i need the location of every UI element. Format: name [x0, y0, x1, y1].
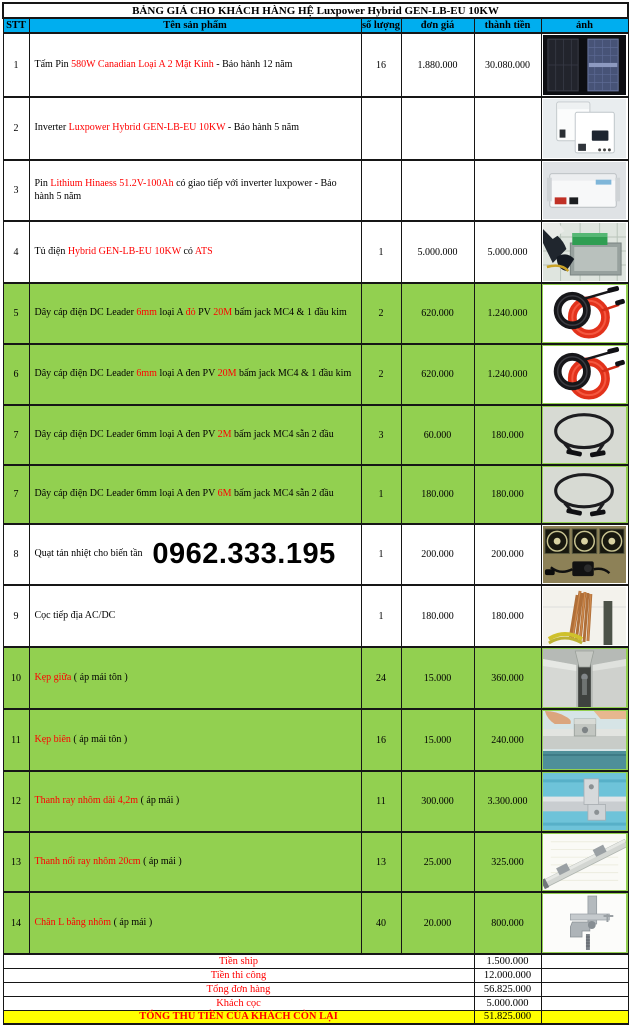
cables-red-black-photo	[541, 283, 628, 344]
unit-price-cell: 200.000	[401, 524, 474, 585]
product-name-highlight: Hybrid GEN-LB-EU 10KW	[67, 245, 181, 257]
product-name-text: Pin	[34, 178, 51, 189]
row-number: 3	[3, 160, 29, 221]
product-name	[35, 488, 334, 501]
product-name	[35, 548, 143, 561]
product-name	[35, 917, 153, 930]
total-cell: 200.000	[474, 524, 541, 585]
rail-splice-photo	[541, 832, 628, 892]
product-name-text: có giao tiếp với inverter luxpower - Bảo hành 5 năm	[34, 178, 337, 202]
product-name-highlight: đỏ	[185, 307, 196, 319]
quantity-cell	[361, 97, 401, 160]
product-name-cell	[29, 709, 361, 771]
cable-loop-image	[543, 407, 626, 463]
total-cell: 5.000.000	[474, 221, 541, 283]
solar-panels-image	[543, 35, 626, 95]
product-name-text: - Bảo hành 5 năm	[225, 122, 299, 134]
total-cell	[474, 160, 541, 221]
table-row	[3, 160, 628, 221]
product-name-text: ( áp mái tôn )	[70, 733, 128, 745]
product-name-highlight: Thanh ray nhôm dài 4,2m	[34, 795, 139, 807]
quantity-cell: 3	[361, 405, 401, 465]
unit-price-cell	[401, 160, 474, 221]
row-number: 11	[3, 709, 29, 771]
table-row	[3, 709, 628, 771]
table-row	[3, 524, 628, 585]
quantity-cell: 1	[361, 585, 401, 647]
battery-photo	[541, 160, 628, 221]
col-header-product-name: Tên sản phẩm	[29, 18, 361, 33]
product-name-highlight: ATS	[194, 245, 213, 257]
table-row	[3, 283, 628, 344]
summary-label: Tổng đơn hàng	[3, 982, 474, 996]
quantity-cell: 40	[361, 892, 401, 954]
total-cell: 180.000	[474, 465, 541, 524]
product-name	[35, 178, 356, 203]
product-name-highlight: 20M	[217, 368, 237, 380]
row-number: 4	[3, 221, 29, 283]
row-number: 7	[3, 465, 29, 524]
product-name-text: bấm jack MC4 sẵn 2 đầu	[231, 488, 334, 500]
total-cell: 325.000	[474, 832, 541, 892]
summary-row	[3, 982, 628, 996]
summary-label: Tiền ship	[3, 954, 474, 968]
product-name-highlight: Kẹp biên	[34, 733, 71, 745]
product-name-highlight: 6mm	[136, 307, 157, 319]
row-number: 13	[3, 832, 29, 892]
quantity-cell	[361, 160, 401, 221]
product-name-text: Inverter	[34, 122, 69, 134]
product-name	[35, 734, 128, 747]
product-name-cell	[29, 405, 361, 465]
quantity-cell: 1	[361, 524, 401, 585]
total-cell: 240.000	[474, 709, 541, 771]
row-number: 5	[3, 283, 29, 344]
total-cell: 180.000	[474, 405, 541, 465]
product-name	[35, 610, 116, 623]
price-table	[2, 2, 629, 1025]
product-name-cell	[29, 33, 361, 97]
product-name-cell	[29, 160, 361, 221]
product-name-text: ( áp mái )	[138, 795, 180, 807]
price-sheet	[2, 2, 627, 1025]
copper-rods-image	[543, 587, 626, 645]
unit-price-cell	[401, 97, 474, 160]
unit-price-cell: 300.000	[401, 771, 474, 832]
product-name	[35, 795, 180, 808]
unit-price-cell: 5.000.000	[401, 221, 474, 283]
product-name-text: Cọc tiếp địa AC/DC	[34, 609, 116, 621]
row-number: 9	[3, 585, 29, 647]
product-name-text: bấm jack MC4 & 1 đầu kim	[236, 368, 352, 380]
summary-empty-cell	[541, 982, 628, 996]
phone-number: 0962.333.195	[152, 538, 336, 571]
summary-label: TỔNG THU TIỀN CỦA KHÁCH CÒN LẠI	[3, 1010, 474, 1024]
summary-value: 56.825.000	[474, 982, 541, 996]
product-name	[35, 856, 182, 869]
grand-total-row	[3, 1010, 628, 1024]
unit-price-cell: 25.000	[401, 832, 474, 892]
quantity-cell: 11	[361, 771, 401, 832]
battery-image	[543, 162, 626, 219]
product-name-text: Tủ điện	[34, 245, 68, 257]
end-clamp-photo	[541, 709, 628, 771]
product-name-cell	[29, 832, 361, 892]
summary-value: 5.000.000	[474, 996, 541, 1010]
fans-image	[543, 526, 626, 583]
unit-price-cell: 1.880.000	[401, 33, 474, 97]
copper-rods-photo	[541, 585, 628, 647]
table-footer	[3, 954, 628, 1024]
row-number: 8	[3, 524, 29, 585]
total-cell: 360.000	[474, 647, 541, 709]
l-bracket-photo	[541, 892, 628, 954]
cables-red-black-image	[543, 346, 626, 403]
summary-label: Tiền thi công	[3, 968, 474, 982]
row-number: 1	[3, 33, 29, 97]
product-name-text: PV	[195, 307, 214, 319]
product-name-text: - Bảo hành 12 năm	[213, 58, 293, 70]
total-cell	[474, 97, 541, 160]
unit-price-cell: 15.000	[401, 709, 474, 771]
quantity-cell: 13	[361, 832, 401, 892]
product-name	[35, 307, 347, 320]
product-name-text: Dây cáp điện DC Leader 6mm loại A đen PV	[34, 428, 218, 440]
cable-loop-photo	[541, 465, 628, 524]
product-name-highlight: 580W Canadian Loại A 2 Mặt Kính	[71, 58, 214, 70]
total-cell: 30.080.000	[474, 33, 541, 97]
title-row	[3, 3, 628, 18]
product-name-text: ( áp mái tôn )	[71, 671, 128, 683]
table-row	[3, 892, 628, 954]
product-name-cell	[29, 524, 361, 585]
end-clamp-image	[543, 711, 626, 769]
summary-value: 51.825.000	[474, 1010, 541, 1024]
cabinet-image	[543, 223, 626, 281]
product-name	[35, 122, 299, 135]
product-name-cell	[29, 283, 361, 344]
product-name-highlight: 6M	[217, 488, 232, 500]
table-row	[3, 585, 628, 647]
table-row	[3, 405, 628, 465]
product-name-cell	[29, 97, 361, 160]
product-name-highlight: Kẹp giữa	[34, 671, 72, 683]
product-name	[35, 59, 293, 72]
col-header-unit-price: đơn giá	[401, 18, 474, 33]
product-name-highlight: Lithium Hinaess 51.2V-100Ah	[50, 178, 174, 189]
solar-panels-photo	[541, 33, 628, 97]
product-name-cell	[29, 647, 361, 709]
summary-empty-cell	[541, 996, 628, 1010]
cable-loop-image	[543, 467, 626, 522]
quantity-cell: 1	[361, 465, 401, 524]
quantity-cell: 16	[361, 709, 401, 771]
summary-value: 1.500.000	[474, 954, 541, 968]
product-name-cell	[29, 585, 361, 647]
inverters-photo	[541, 97, 628, 160]
product-name-highlight: Luxpower Hybrid GEN-LB-EU 10KW	[68, 122, 226, 134]
unit-price-cell: 620.000	[401, 344, 474, 405]
row-number: 14	[3, 892, 29, 954]
total-cell: 1.240.000	[474, 283, 541, 344]
cabinet-photo	[541, 221, 628, 283]
summary-row	[3, 996, 628, 1010]
total-cell: 800.000	[474, 892, 541, 954]
product-name	[35, 429, 334, 442]
row-number: 6	[3, 344, 29, 405]
summary-value: 12.000.000	[474, 968, 541, 982]
unit-price-cell: 180.000	[401, 465, 474, 524]
product-name-cell	[29, 892, 361, 954]
l-bracket-image	[543, 894, 626, 952]
unit-price-cell: 15.000	[401, 647, 474, 709]
table-body	[3, 33, 628, 954]
product-name-text: Tấm Pin	[34, 58, 72, 70]
product-name-highlight: 20M	[213, 307, 233, 319]
rail-image	[543, 773, 626, 830]
row-number: 2	[3, 97, 29, 160]
unit-price-cell: 180.000	[401, 585, 474, 647]
product-name-highlight: 6mm	[136, 368, 157, 380]
product-name-text: Dây cáp điện DC Leader	[34, 368, 137, 380]
rail-splice-image	[543, 834, 626, 890]
unit-price-cell: 60.000	[401, 405, 474, 465]
summary-empty-cell	[541, 954, 628, 968]
quantity-cell: 24	[361, 647, 401, 709]
product-name-text: bấm jack MC4 & 1 đầu kim	[232, 307, 347, 319]
product-name-text: Dây cáp điện DC Leader	[34, 307, 137, 319]
rail-photo	[541, 771, 628, 832]
quantity-cell: 2	[361, 344, 401, 405]
product-name-cell	[29, 771, 361, 832]
product-name-cell	[29, 344, 361, 405]
product-name-text: bấm jack MC4 sẵn 2 đầu	[231, 428, 334, 440]
col-header-image: ảnh	[541, 18, 628, 33]
total-cell: 1.240.000	[474, 344, 541, 405]
product-name	[35, 368, 352, 381]
product-name-highlight: 2M	[217, 428, 232, 440]
fans-photo	[541, 524, 628, 585]
row-number: 7	[3, 405, 29, 465]
quantity-cell: 2	[361, 283, 401, 344]
row-number: 10	[3, 647, 29, 709]
product-name-text: loại A đen PV	[156, 368, 218, 380]
cables-red-black-image	[543, 285, 626, 342]
mid-clamp-photo	[541, 647, 628, 709]
cable-loop-photo	[541, 405, 628, 465]
col-header-stt: STT	[3, 18, 29, 33]
total-cell: 180.000	[474, 585, 541, 647]
quantity-cell: 16	[361, 33, 401, 97]
product-name-cell	[29, 465, 361, 524]
product-name-cell	[29, 221, 361, 283]
total-cell: 3.300.000	[474, 771, 541, 832]
unit-price-cell: 20.000	[401, 892, 474, 954]
product-name	[35, 672, 128, 685]
summary-row	[3, 968, 628, 982]
table-row	[3, 647, 628, 709]
product-name-highlight: Chân L bằng nhôm	[34, 916, 112, 928]
product-name-text: Dây cáp điện DC Leader 6mm loại A đen PV	[34, 488, 218, 500]
summary-label: Khách cọc	[3, 996, 474, 1010]
table-row	[3, 97, 628, 160]
inverters-image	[543, 99, 626, 158]
table-row	[3, 465, 628, 524]
product-name-text: có	[180, 245, 195, 257]
product-name	[35, 246, 213, 259]
cables-red-black-photo	[541, 344, 628, 405]
table-row	[3, 33, 628, 97]
col-header-total: thành tiền	[474, 18, 541, 33]
mid-clamp-image	[543, 649, 626, 707]
product-name-text: ( áp mái )	[140, 855, 182, 867]
table-row	[3, 221, 628, 283]
col-header-quantity: số lượng	[361, 20, 401, 31]
unit-price-cell: 620.000	[401, 283, 474, 344]
table-row	[3, 832, 628, 892]
summary-row	[3, 954, 628, 968]
table-header	[3, 18, 628, 33]
page-title: BẢNG GIÁ CHO KHÁCH HÀNG HỆ Luxpower Hybrid GEN-LB-EU 10KW	[3, 3, 628, 18]
row-number: 12	[3, 771, 29, 832]
table-row	[3, 771, 628, 832]
product-name-text: Quạt tản nhiệt cho biến tần	[34, 548, 143, 560]
product-name-text: ( áp mái )	[111, 916, 153, 928]
quantity-cell: 1	[361, 221, 401, 283]
summary-empty-cell	[541, 968, 628, 982]
table-row	[3, 344, 628, 405]
product-name-highlight: Thanh nối ray nhôm 20cm	[34, 855, 141, 867]
product-name-text: loại A	[156, 307, 186, 319]
summary-empty-cell	[541, 1010, 628, 1024]
